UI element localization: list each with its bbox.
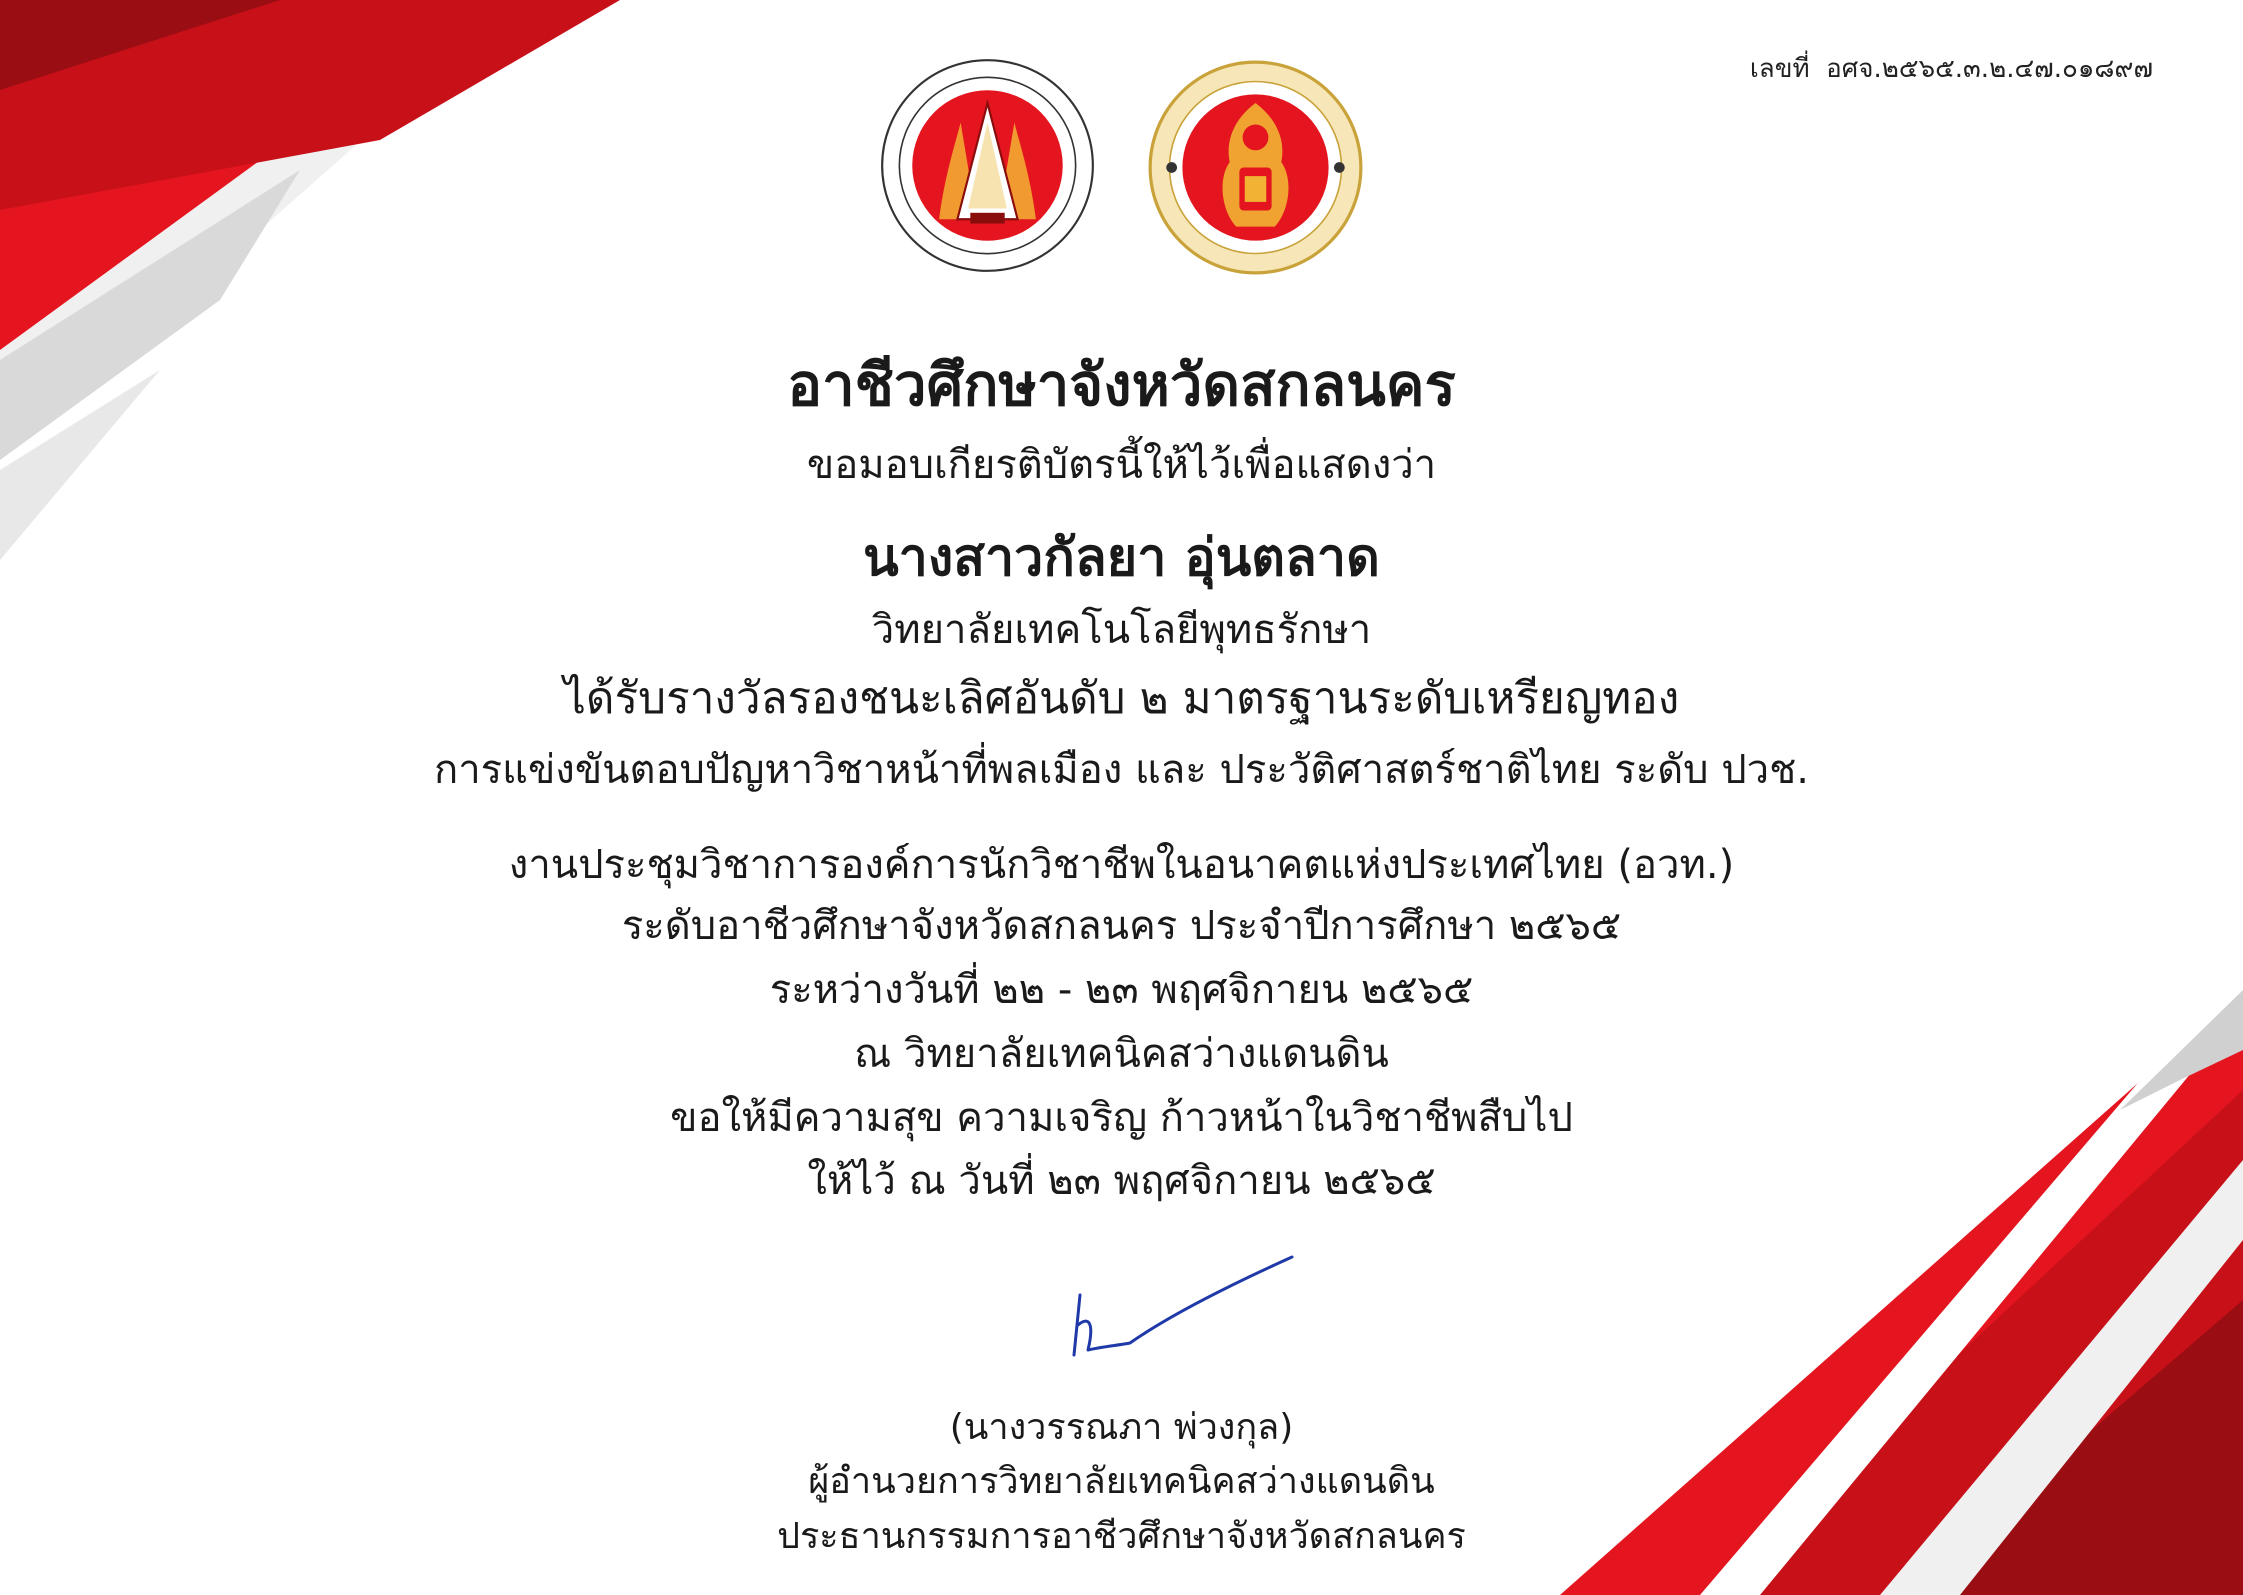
- vocational-office-seal-logo: [880, 58, 1095, 273]
- future-thai-professional-seal-logo: [1148, 60, 1363, 275]
- signer-title: ประธานกรรมการอาชีวศึกษาจังหวัดสกลนคร: [777, 1516, 1466, 1557]
- recipient-institution: วิทยาลัยเทคโนโลยีพุทธรักษา: [871, 607, 1372, 653]
- serial-label: เลขที่: [1749, 54, 1810, 84]
- event-line: ให้ไว้ ณ วันที่ ๒๓ พฤศจิกายน ๒๕๖๕: [807, 1158, 1436, 1204]
- issuer-title: อาชีวศึกษาจังหวัดสกลนคร: [787, 351, 1456, 419]
- recipient-name: นางสาวกัลยา อุ่นตลาด: [863, 528, 1380, 588]
- signer-name: (นางวรรณภา พ่วงกุล): [949, 1407, 1294, 1448]
- signer-title: ผู้อำนวยการวิทยาลัยเทคนิคสว่างแดนดิน: [808, 1461, 1435, 1502]
- serial-value: อศจ.๒๕๖๕.๓.๒.๔๗.๐๑๘๙๗: [1826, 54, 2153, 84]
- logos: [880, 58, 1380, 278]
- event-line: ระดับอาชีวศึกษาจังหวัดสกลนคร ประจำปีการศึกษา ๒๕๖๕: [621, 903, 1622, 949]
- event-line: ขอให้มีความสุข ความเจริญ ก้าวหน้าในวิชาชีพสืบไป: [670, 1095, 1573, 1141]
- intro-text: ขอมอบเกียรติบัตรนี้ให้ไว้เพื่อแสดงว่า: [806, 442, 1437, 488]
- serial-number: [1750, 48, 2153, 89]
- handwritten-signature: [1060, 1255, 1300, 1375]
- event-line: ณ วิทยาลัยเทคนิคสว่างแดนดิน: [854, 1031, 1389, 1077]
- event-line: ระหว่างวันที่ ๒๒ - ๒๓ พฤศจิกายน ๒๕๖๕: [769, 967, 1474, 1013]
- event-line: งานประชุมวิชาการองค์การนักวิชาชีพในอนาคตแห่งประเทศไทย (อวท.): [508, 842, 1735, 888]
- competition-text: การแข่งขันตอบปัญหาวิชาหน้าที่พลเมือง และ ประวัติศาสตร์ชาติไทย ระดับ ปวช.: [434, 747, 1809, 793]
- award-text: ได้รับรางวัลรองชนะเลิศอันดับ ๒ มาตรฐานระดับเหรียญทอง: [563, 673, 1680, 724]
